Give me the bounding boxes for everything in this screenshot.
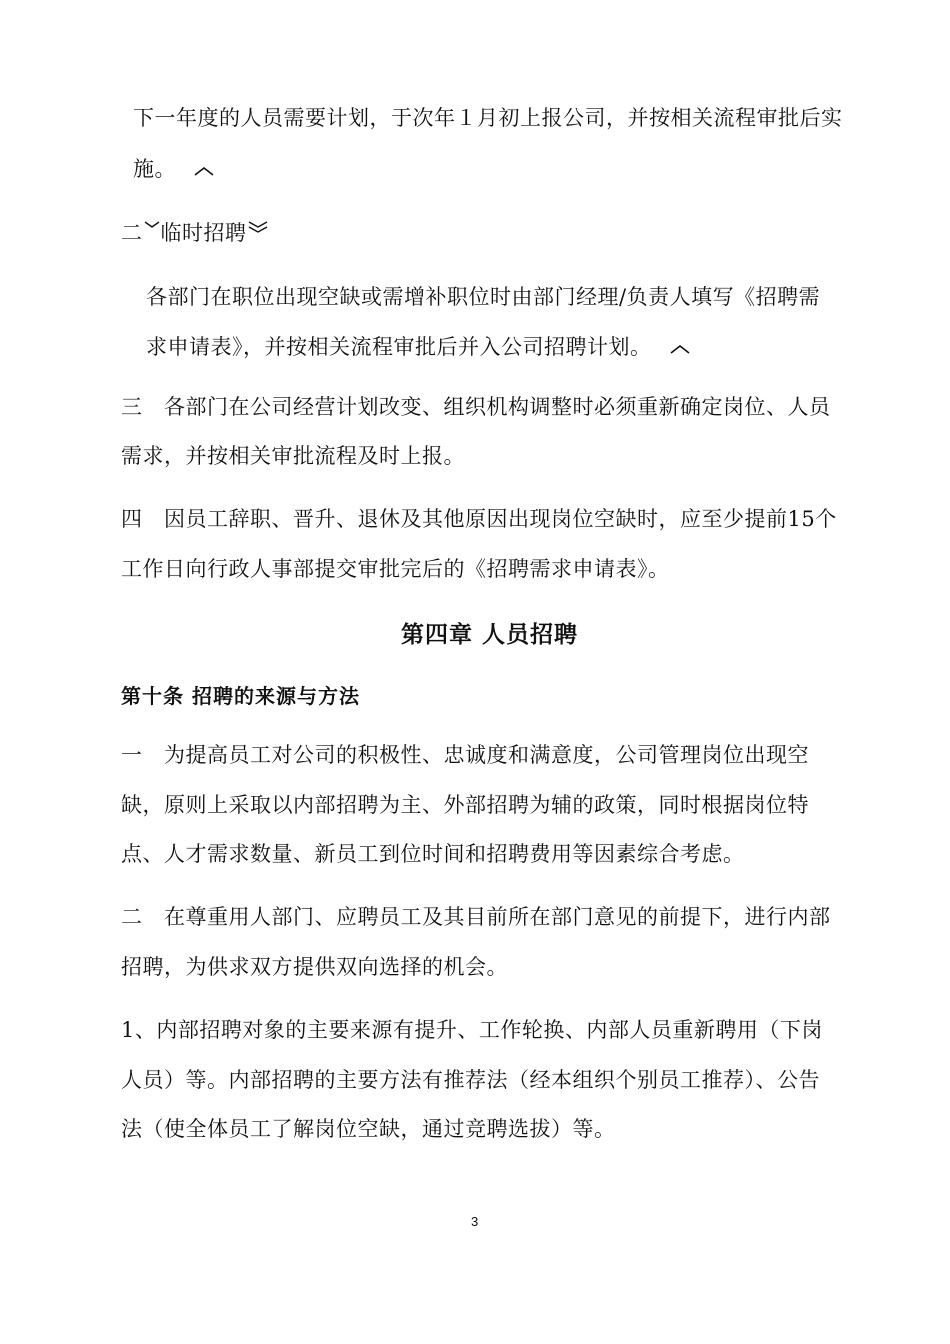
paragraph-line [133, 155, 215, 183]
paragraph-line: 各部门在职位出现空缺或需增补职位时由部门经理/负责人填写《招聘需 [146, 285, 821, 309]
paragraph-line: 需求，并按相关审批流程及时上报。 [121, 444, 465, 468]
section-number: 二 [121, 221, 143, 245]
section-title: 临时招聘 [160, 221, 247, 245]
paragraph-line: 点、人才需求数量、新员工到位时间和招聘费用等因素综合考虑。 [121, 842, 745, 866]
paragraph-line: 招聘，为供求双方提供双向选择的机会。 [121, 955, 508, 979]
paragraph-mark-icon [193, 164, 215, 178]
paragraph-line: 工作日向行政人事部提交审批完后的《招聘需求申请表》。 [121, 557, 670, 581]
section-title-temporary [121, 219, 269, 247]
double-chevron-icon [247, 219, 269, 235]
paragraph-text: 施。 [133, 157, 176, 181]
paragraph-line: 一 为提高员工对公司的积极性、忠诚度和满意度，公司管理岗位出现空 [121, 743, 809, 767]
article-title: 第十条 招聘的来源与方法 [121, 684, 360, 708]
paragraph-line: 法（使全体员工了解岗位空缺，通过竞聘选拔）等。 [121, 1117, 616, 1141]
paragraph-line: 1、内部招聘对象的主要来源有提升、工作轮换、内部人员重新聘用（下岗 [121, 1018, 823, 1042]
chapter-title: 第四章 人员招聘 [401, 621, 579, 648]
paragraph-line: 二 在尊重用人部门、应聘员工及其目前所在部门意见的前提下，进行内部 [121, 905, 831, 929]
paragraph-mark-icon [669, 342, 691, 356]
paragraph-line: 四 因员工辞职、晋升、退休及其他原因出现岗位空缺时，应至少提前15个 [121, 507, 837, 531]
paragraph-text: 求申请表》，并按相关流程审批后并入公司招聘计划。 [146, 335, 652, 359]
paragraph-line: 下一年度的人员需要计划，于次年１月初上报公司，并按相关流程审批后实 [133, 106, 843, 130]
paragraph-line [146, 333, 691, 361]
paragraph-line: 三 各部门在公司经营计划改变、组织机构调整时必须重新确定岗位、人员 [121, 395, 831, 419]
paragraph-line: 人员）等。内部招聘的主要方法有推荐法（经本组织个别员工推荐）、公告 [121, 1068, 820, 1092]
decorative-mark-icon [143, 219, 161, 233]
page-number: 3 [471, 1214, 479, 1229]
paragraph-line: 缺，原则上采取以内部招聘为主、外部招聘为辅的政策，同时根据岗位特 [121, 793, 809, 817]
